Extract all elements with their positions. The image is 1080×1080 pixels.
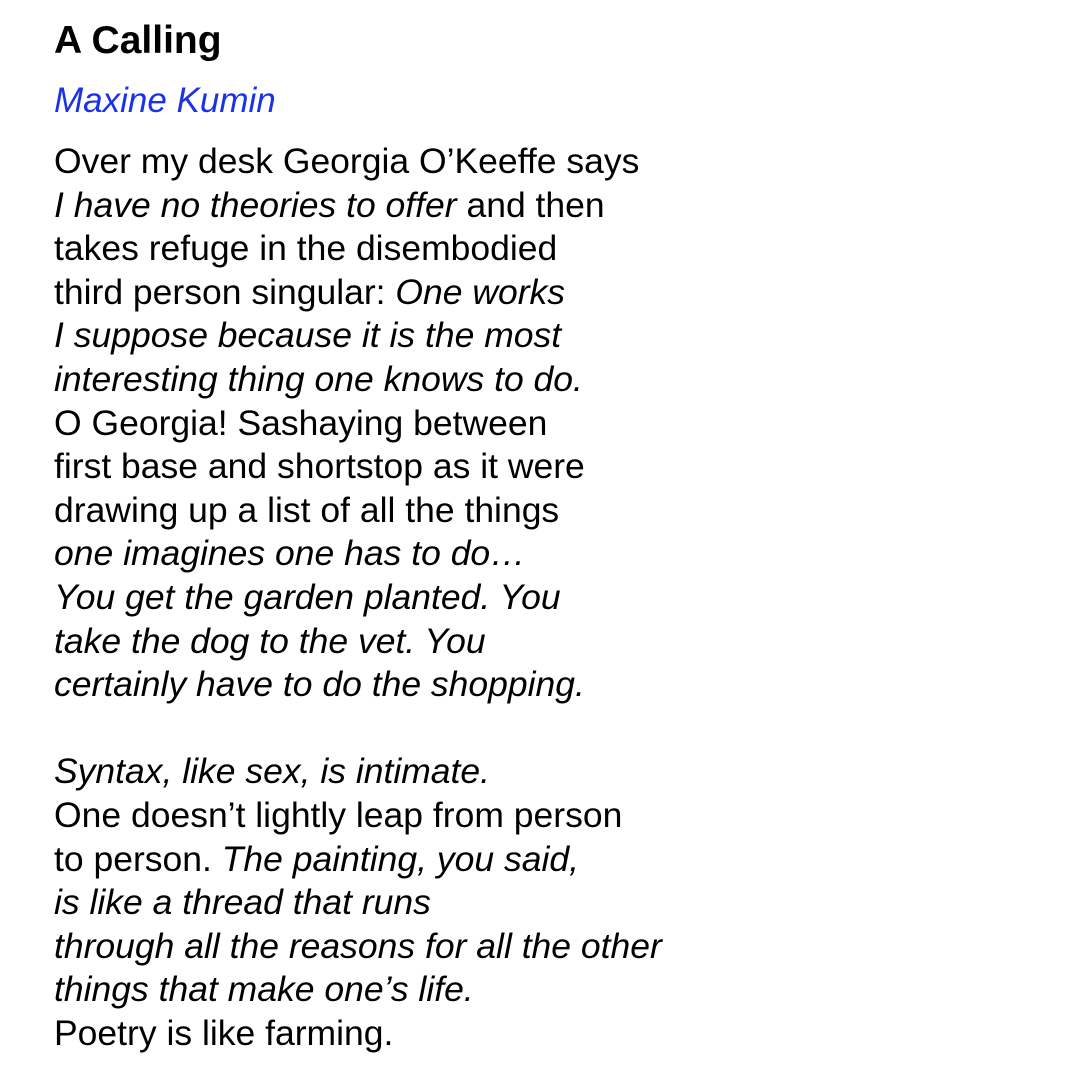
roman-text: Poetry is like farming. [54,1012,394,1053]
poem-line [54,358,1054,402]
roman-text: One doesn’t lightly leap from person [54,794,623,835]
poem-title: A Calling [54,19,222,62]
poem-line [54,663,1054,707]
poem-body [54,140,1054,1055]
roman-text: and then [456,184,605,225]
italic-text: Syntax, like sex, is intimate. [54,751,491,792]
roman-text: Over my desk Georgia O’Keeffe says [54,141,640,181]
poem-line [54,271,1054,315]
italic-text: I have no theories to offer [54,184,457,225]
italic-text: One works [395,271,566,312]
poem-line [54,925,1054,969]
poem-line [54,968,1054,1012]
poem-line [54,576,1054,620]
poem-line [54,489,1054,533]
poem-line [54,314,1054,358]
roman-text: takes refuge in the disembodied [54,228,558,269]
italic-text: things that make one’s life. [54,969,474,1010]
poem-author: Maxine Kumin [54,81,276,120]
poem-line [54,620,1054,664]
poem-line [54,445,1054,489]
poem-line [54,184,1054,228]
italic-text: one imagines one has to do… [54,533,526,574]
italic-text: through all the reasons for all the other [54,925,662,966]
italic-text: You get the garden planted. You [54,576,561,617]
italic-text: take the dog to the vet. You [54,620,486,661]
roman-text: third person singular: [54,271,396,312]
poem-line [54,1012,1054,1056]
poem-line [54,140,1054,184]
italic-text: I suppose because it is the most [54,315,562,356]
poem-line [54,227,1054,271]
poem-line [54,750,1054,794]
poem-line [54,402,1054,446]
roman-text: to person. [54,838,222,879]
italic-text: certainly have to do the shopping. [54,664,585,705]
poem-line [54,794,1054,838]
italic-text: is like a thread that runs [54,882,431,923]
roman-text: drawing up a list of all the things [54,489,560,530]
poem-page [54,18,1054,1055]
roman-text: first base and shortstop as it were [54,446,585,487]
roman-text: O Georgia! Sashaying between [54,402,548,443]
poem-line [54,881,1054,925]
italic-text: interesting thing one knows to do. [54,358,583,399]
italic-text: The painting, you said, [221,838,579,879]
stanza-break [54,707,1054,751]
poem-line [54,838,1054,882]
poem-line [54,532,1054,576]
